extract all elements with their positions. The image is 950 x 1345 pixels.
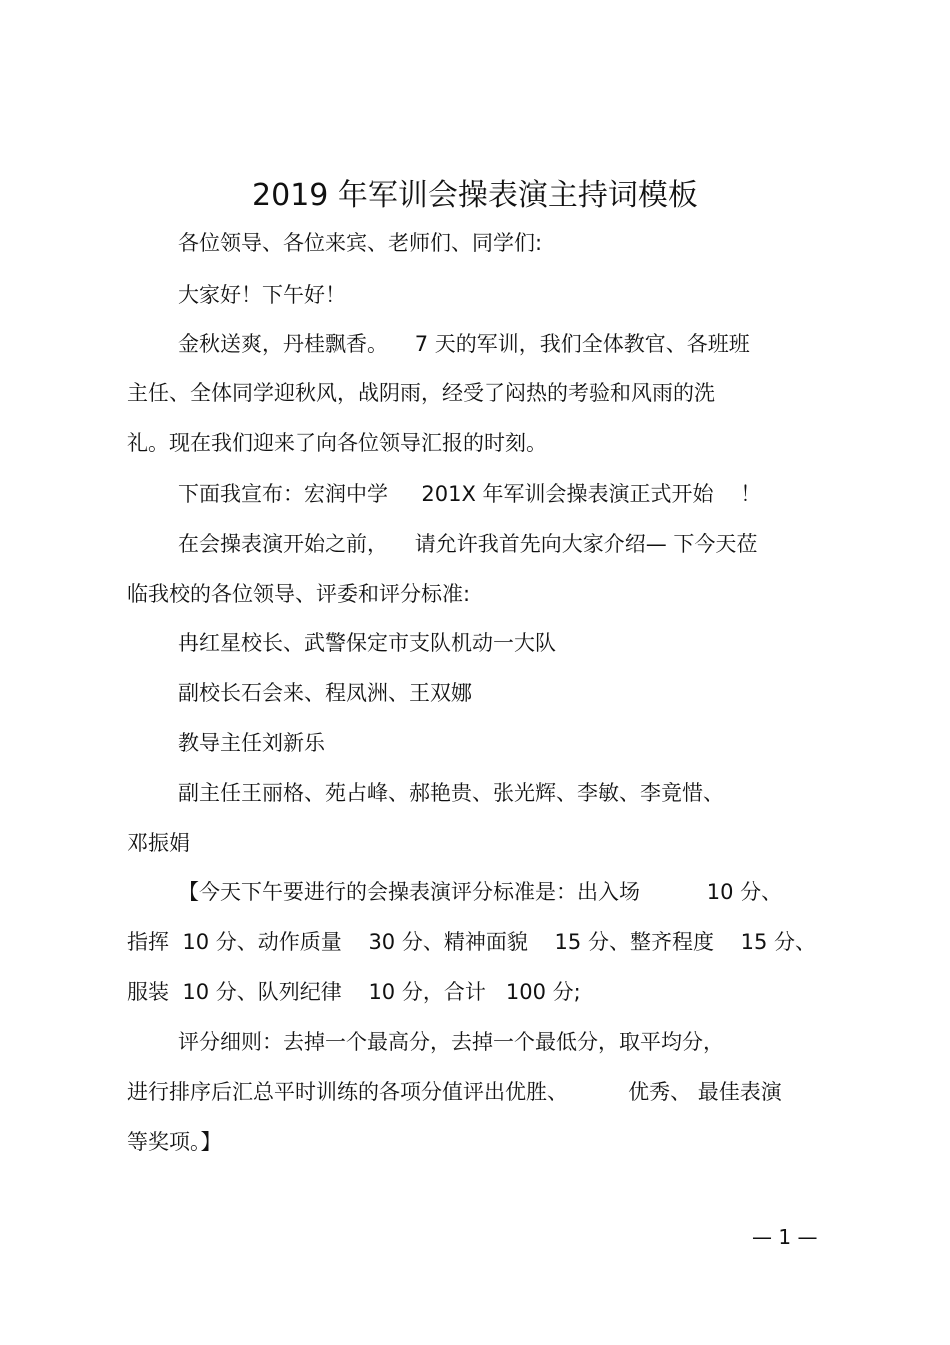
rules-line: 评分细则：去掉一个最高分，去掉一个最低分，取平均分， — [178, 1030, 724, 1054]
paragraph-line: 在会操表演开始之前， 请允许我首先向大家介绍— 下今天莅 — [178, 532, 758, 556]
scoring-line: 服装 10 分、队列纪律 10 分，合计 100 分; — [127, 980, 581, 1004]
announcement-line: 下面我宣布：宏润中学 201X 年军训会操表演正式开始 ！ — [178, 482, 762, 506]
greeting-line: 各位领导、各位来宾、老师们、同学们: — [178, 231, 543, 255]
page-title: 2019 年军训会操表演主持词模板 — [252, 178, 698, 213]
leader-line: 冉红星校长、武警保定市支队机动一大队 — [178, 631, 556, 655]
rules-line: 进行排序后汇总平时训练的各项分值评出优胜、 优秀、 最佳表演 — [127, 1080, 782, 1104]
rules-line: 等奖项。】 — [127, 1130, 222, 1154]
leader-line: 邓振娟 — [127, 831, 190, 855]
scoring-line: 指挥 10 分、动作质量 30 分、精神面貌 15 分、整齐程度 15 分、 — [127, 930, 817, 954]
paragraph-line: 金秋送爽，丹桂飘香。 7 天的军训，我们全体教官、各班班 — [178, 332, 750, 356]
leader-line: 教导主任刘新乐 — [178, 731, 325, 755]
leader-line: 副主任王丽格、苑占峰、郝艳贵、张光辉、李敏、李竟惜、 — [178, 781, 724, 805]
paragraph-line: 主任、全体同学迎秋风，战阴雨，经受了闷热的考验和风雨的洗 — [127, 381, 715, 405]
leader-line: 副校长石会来、程凤洲、王双娜 — [178, 681, 472, 705]
paragraph-line: 礼。现在我们迎来了向各位领导汇报的时刻。 — [127, 431, 547, 455]
scoring-line: 【今天下午要进行的会操表演评分标准是：出入场 10 分、 — [178, 880, 783, 904]
page-number: — 1 — — [752, 1225, 818, 1249]
paragraph-line: 临我校的各位领导、评委和评分标准: — [127, 582, 471, 606]
hello-line: 大家好！下午好！ — [178, 283, 346, 307]
